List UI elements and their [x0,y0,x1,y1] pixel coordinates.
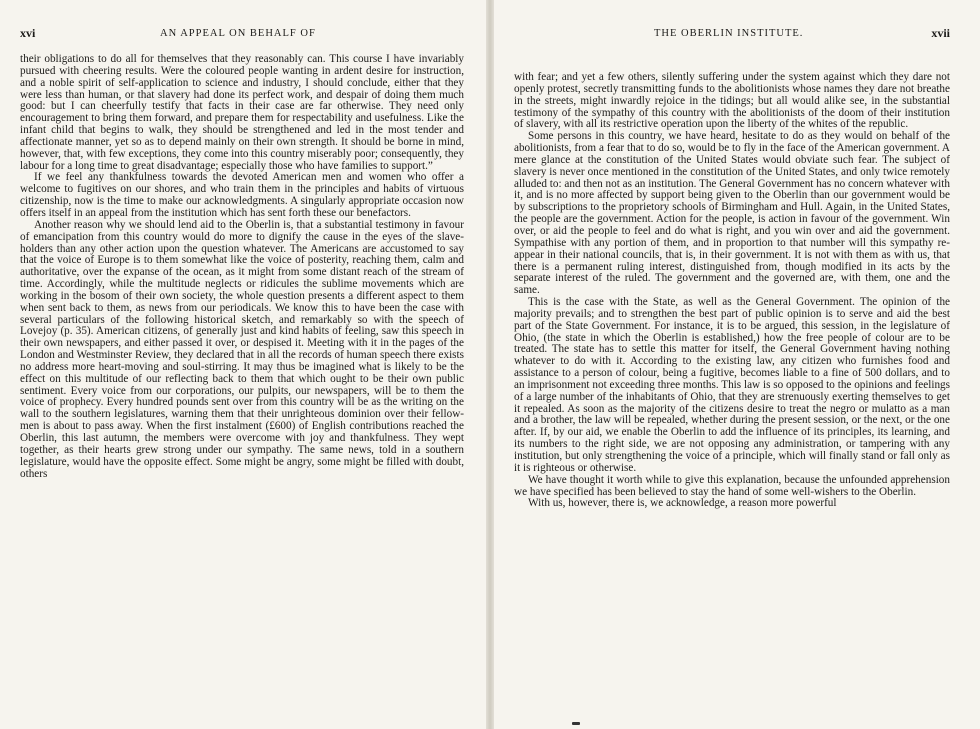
left-body-text [20,54,464,480]
left-paragraph-2: If we feel any thankfulness towards the devoted American men and women who offer a welcome to fugitives on our shores, and who train them in the principles and habits of virtuous citizenship, now is the time to make our acknowledgments. A singularly appropriate occasion now offers itself in an appeal from the institution which has sent forth these our benefactors. [20,171,464,219]
book-gutter [486,0,494,729]
right-paragraph-4: We have thought it worth while to give this explanation, because the unfounded apprehension we have specified has been believed to stay the hand of some well-wishers to the Oberlin. [514,473,950,498]
left-running-head [20,26,464,48]
right-paragraph-2: Some persons in this country, we have heard, hesitate to do as they would on behalf of the abolitionists, from a fear that to do so, would be to fly in the face of the American government. A mere glance at the constitution of the United States would obviate such fear. The subject of slavery is never once mentioned in the constitution of the United States, and only twice remotely alluded to: and then not as an institution. The General Government has no concern whatever with it, and is no more affected by support being given to the Oberlin than our government would be by subscriptions to the proprietory schools of Birmingham and Hull. Again, in the United States, the people are the government. Action for the people, is action in favour of the government. Win over, or aid the people to feel and do what is right, and you win over and aid the government. Sympathise with any portion of them, and in proportion to that number will this sympathy re-appear in their national councils, that is, in their government. It is not with them as with us, that there is a permanent ruling interest, distinguished from, though modified in its acts by the separate interest of the ruled. The government and the governed are, with them, one and the same. [514,130,950,297]
right-paragraph-5: With us, however, there is, we acknowledge, a reason more powerful [528,497,837,510]
left-paragraph-3: Another reason why we should lend aid to the Oberlin is, that a substantial testimony in favour of emancipation from this country would do more to dignify the cause in the eyes of the slave-holders than any other action upon the question whatever. The Americans are accustomed to say that the voice of Europe is to them somewhat like the voice of posterity, reaching them, calm and authoritative, over the expanse of the ocean, as it might from some distant reach of the stream of time. Accordingly, while the multitude neglects or ridicules the sublime movements which are working in the bosom of their own society, the whole question presents a different aspect to them when sent back to them, as news from our periodicals. We know this to have been the case with several particulars of the following historical sketch, and remarkably so with the speech of Lovejoy (p. 35). American citizens, of generally just and kind habits of feeling, saw this speech in their own newspapers, and either passed it over, or despised it. Meeting with it in the pages of the London and Westminster Review, they declared that in all the records of human speech there exists no address more heart-moving and soul-stirring. It may thus be imagined what is likely to be the effect on this multitude of our reflecting back to them that which ought to be their own public sentiment. Every voice from our corporations, our pulpits, our newspapers, will be to them the voice of prophecy. Every hundred pounds sent over from this country will be as the writing on the wall to the southern legislatures, warning them that their unrighteous dominion over their fellow-men is about to pass away. When the first instalment (£600) of English contributions reached the Oberlin, this last autumn, the members were overcome with joy and thankfulness. They wept together, as their hearts grew strong under our sympathy. The same news, told in a southern legislature, would have the opposite effect. Some might be angry, some might be filled with doubt, others [20,218,464,480]
page-mark [572,722,580,725]
right-paragraph-1: with fear; and yet a few others, silently suffering under the system against which they dare not openly protest, secretly transmitting funds to the abolitionists whose names they dare not breathe in the streets, might inwardly rejoice in the tidings; but all would alike see, in the substantial testimony of the sympathy of this country with the abolitionists of the doom of their institution of slavery, with all its restrictive operation upon the liberty of the whites of the republic. [514,71,950,131]
left-page-number: xvi [20,26,36,40]
right-page [494,0,980,729]
left-paragraph-1: their obligations to do all for themselves that they reasonably can. This course I have invariably pursued with cheering results. Were the coloured people wanting in ardent desire for instruction, and a noble spirit of self-application to science and industry, I should conclude, either that they were less than human, or that slavery had done its perfect work, and despair of doing them much good: but I can cheerfully testify that facts in their case are far otherwise. They need only encouragement to bring them forward, and prepare them for respectability and usefulness. Like the infant child that begins to walk, they should be strengthened and led in the most tender and affectionate manner, yet so as to depend mainly on their own strength. It should be borne in mind, however, that, with few exceptions, they come into this country miserably poor; consequently, they labour for a long time to great disadvantage; especially those who have families to support.” [20,53,464,172]
right-running-head [514,26,950,48]
left-running-title: AN APPEAL ON BEHALF OF [160,28,316,39]
right-body-text [514,72,950,510]
right-paragraph-3: This is the case with the State, as well as the General Government. The opinion of the majority prevails; and to strengthen the best part of public opinion is to serve and aid the best part of the State Government. For instance, it is to be argued, this session, in the legislature of Ohio, (the state in which the Oberlin is established,) how the free people of colour are to be treated. The state has to settle this matter for itself, the General Government having nothing whatever to do with it. According to the existing law, any citizen who furnishes food and assistance to a person of colour, being a fugitive, becomes liable to a fine of 500 dollars, and to an imprisonment not exceeding three months. This law is so opposed to the opinions and feelings of a large number of the inhabitants of Ohio, that they are strenuously exerting themselves to get it repealed. As soon as the majority of the citizens desire to treat the negro or mulatto as a man and a brother, the law will be repealed, whether during the present session, or the next, or the one after. If, by our aid, we enable the Oberlin to add the influence of its principles, its learning, and its numbers to the right side, we are not opposing any administration, or tampering with any institution, but only strengthening the voice of a principle, which will finally stand or fall only as it is righteous or otherwise. [514,296,950,474]
right-running-title: THE OBERLIN INSTITUTE. [654,28,804,39]
right-page-number: xvii [931,26,950,40]
left-page [0,0,486,729]
